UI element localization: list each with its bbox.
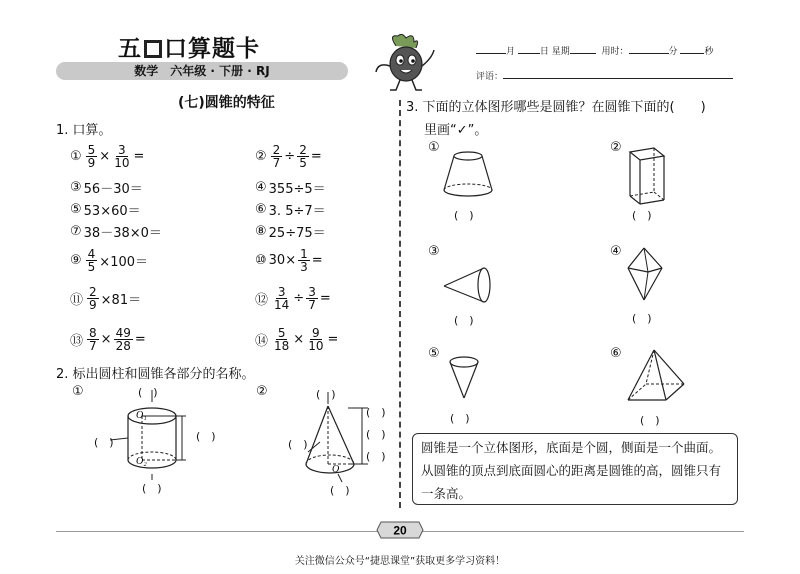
numerator: 5 [87, 142, 96, 157]
shape-6-mark: ⑥ [610, 346, 622, 361]
month-blank[interactable] [476, 44, 506, 54]
problem-number: ① [70, 148, 82, 164]
q1-problem [70, 144, 144, 168]
expression-text: 56－30＝ [83, 181, 143, 197]
q2-answer-paren[interactable]: ( ) [94, 436, 114, 449]
q3-heading: 3. 下面的立体图形哪些是圆锥？在圆锥下面的( ) [406, 100, 706, 115]
q2-answer-paren[interactable]: ( ) [138, 386, 158, 399]
expression-text: 3. 5÷7＝ [268, 203, 326, 219]
problem-number: ⑥ [255, 201, 267, 217]
expression-text: 38－38×0＝ [83, 225, 162, 241]
expression-text: = [311, 252, 323, 268]
numerator: 9 [312, 325, 320, 340]
expression-text: × [99, 148, 111, 164]
fraction [87, 286, 99, 311]
subject-bar: 数学 六年级 · 下册 · RJ [56, 62, 348, 80]
fraction [87, 327, 99, 352]
q2-fig1-mark: ① [72, 384, 84, 399]
denominator: 7 [272, 155, 281, 170]
q1-problem [255, 327, 338, 351]
problem-number: ⑬ [70, 333, 84, 349]
problem-number: ⑪ [70, 292, 84, 308]
problem-number: ⑩ [255, 252, 267, 268]
expression-text: 30× [268, 252, 297, 268]
expression-text: ÷ [293, 290, 305, 306]
date-line: 月 日 星期 用时： 分 秒 [476, 44, 713, 57]
problem-number: ④ [255, 179, 267, 195]
problem-number: ⑫ [255, 292, 269, 308]
q1-problem [70, 175, 143, 199]
problem-number: ⑭ [255, 333, 269, 349]
problem-number: ⑤ [70, 201, 82, 217]
expression-text: = [327, 331, 339, 347]
denominator: 9 [87, 155, 96, 170]
problem-number: ③ [70, 179, 82, 195]
fraction [306, 327, 325, 352]
shape-2-mark: ② [610, 140, 622, 155]
q1-problem [255, 248, 323, 272]
q1-problem [255, 219, 326, 243]
footer-note: 关注微信公众号“捷思课堂”获取更多学习资料！ [294, 556, 506, 567]
denominator: 3 [300, 259, 308, 274]
q2-heading: 2. 标出圆柱和圆锥各部分的名称。 [56, 367, 255, 382]
denominator: 5 [299, 155, 307, 170]
cone-definition-note: 圆锥是一个立体图形，底面是个圆，侧面是一个曲面。从圆锥的顶点到底面圆心的距离是圆锥的高，圆锥只有一条高。 [412, 433, 738, 505]
expression-text: = [133, 148, 145, 164]
shape-6-answer[interactable]: ( ) [640, 414, 660, 427]
denominator: 7 [308, 297, 316, 312]
q2-answer-paren[interactable]: ( ) [288, 438, 308, 451]
shape-1-mark: ① [428, 140, 440, 155]
fraction [298, 248, 310, 273]
problem-number: ⑦ [70, 223, 82, 239]
fraction [86, 248, 98, 273]
brand-e-box [144, 40, 162, 58]
expression-text: = [134, 331, 146, 347]
shape-5-mark: ⑤ [428, 346, 440, 361]
fraction [297, 144, 309, 169]
q2-answer-paren[interactable]: ( ) [142, 482, 162, 495]
shape-1-answer[interactable]: ( ) [454, 209, 474, 222]
section-title: (七)圆锥的特征 [178, 95, 275, 111]
q1-problem [255, 144, 322, 168]
denominator: 10 [114, 155, 130, 170]
denominator: 9 [89, 297, 97, 312]
shape-3-mark: ③ [428, 244, 440, 259]
fraction [272, 327, 291, 352]
pyramid-shape [624, 348, 688, 404]
sideways-cone-shape [440, 262, 496, 306]
comment-line: 评语： [476, 69, 733, 82]
expression-text: 53×60＝ [83, 203, 141, 219]
denominator: 5 [87, 259, 96, 274]
fraction [86, 144, 98, 169]
shape-4-mark: ④ [610, 244, 622, 259]
q3-heading-cont: 里画“✓”。 [424, 123, 488, 138]
q1-problem [70, 219, 162, 243]
shape-2-answer[interactable]: ( ) [632, 209, 652, 222]
numerator: 3 [277, 284, 286, 299]
double-pyramid-shape [622, 246, 670, 302]
expression-text: × [293, 331, 305, 347]
numerator: 2 [299, 142, 307, 157]
q1-problem [255, 286, 331, 310]
expression-text: = [310, 148, 322, 164]
numerator: 8 [89, 325, 97, 340]
q1-problem [255, 197, 326, 221]
expression-text: ÷ [284, 148, 296, 164]
q2-answer-paren[interactable]: ( ) [366, 428, 386, 441]
q1-heading: 1. 口算。 [56, 123, 112, 138]
numerator: 2 [272, 142, 281, 157]
shape-4-answer[interactable]: ( ) [632, 312, 652, 325]
problem-number: ⑨ [70, 252, 82, 268]
numerator: 1 [300, 246, 308, 261]
fraction [112, 144, 131, 169]
time-second-blank[interactable] [680, 44, 704, 54]
o-label: O [332, 464, 340, 475]
denominator: 18 [274, 338, 290, 353]
o1-label: O₁ [136, 410, 147, 421]
numerator: 49 [115, 325, 131, 340]
problem-number: ⑧ [255, 223, 267, 239]
denominator: 7 [89, 338, 97, 353]
denominator: 10 [308, 338, 324, 353]
q2-answer-paren[interactable]: ( ) [196, 430, 216, 443]
time-minute-blank[interactable] [629, 44, 669, 54]
q2-answer-paren[interactable]: ( ) [366, 406, 386, 419]
expression-text: 355÷5＝ [268, 181, 326, 197]
mascot-icon [368, 32, 438, 94]
expression-text: × [100, 331, 112, 347]
numerator: 5 [277, 325, 286, 340]
expression-text: ×100＝ [99, 254, 149, 270]
numerator: 3 [308, 284, 316, 299]
expression-text: ×81＝ [100, 292, 142, 308]
fraction [306, 286, 318, 311]
page-number: 20 [393, 523, 407, 538]
denominator: 28 [115, 338, 131, 353]
brand-title: 五 口算题卡 [118, 36, 260, 62]
problem-number: ② [255, 148, 267, 164]
expression-text: = [319, 290, 331, 306]
column-divider [399, 100, 401, 508]
frustum-shape [438, 148, 498, 200]
q1-problem [70, 327, 146, 351]
weekday-blank[interactable] [570, 44, 596, 54]
numerator: 2 [89, 284, 97, 299]
q2-fig2-mark: ② [256, 384, 268, 399]
day-blank[interactable] [518, 44, 540, 54]
q1-problem [70, 248, 148, 272]
fraction [271, 144, 283, 169]
triangular-prism-shape [620, 144, 676, 208]
q1-problem [70, 286, 141, 310]
numerator: 3 [118, 142, 126, 157]
q2-answer-paren[interactable]: ( ) [316, 388, 336, 401]
fraction [114, 327, 133, 352]
fraction [272, 286, 291, 311]
inverted-cone-shape [444, 352, 484, 402]
denominator: 14 [274, 297, 290, 312]
q2-answer-paren[interactable]: ( ) [330, 484, 350, 497]
o2-label: O₂ [136, 456, 147, 467]
page-number-badge [375, 520, 425, 540]
numerator: 4 [87, 246, 96, 261]
q2-answer-paren[interactable]: ( ) [366, 450, 386, 463]
shape-3-answer[interactable]: ( ) [454, 314, 474, 327]
comment-blank[interactable] [503, 69, 733, 79]
shape-5-answer[interactable]: ( ) [450, 412, 470, 425]
expression-text: 25÷75＝ [268, 225, 326, 241]
q1-problem [255, 175, 326, 199]
q1-problem [70, 197, 141, 221]
